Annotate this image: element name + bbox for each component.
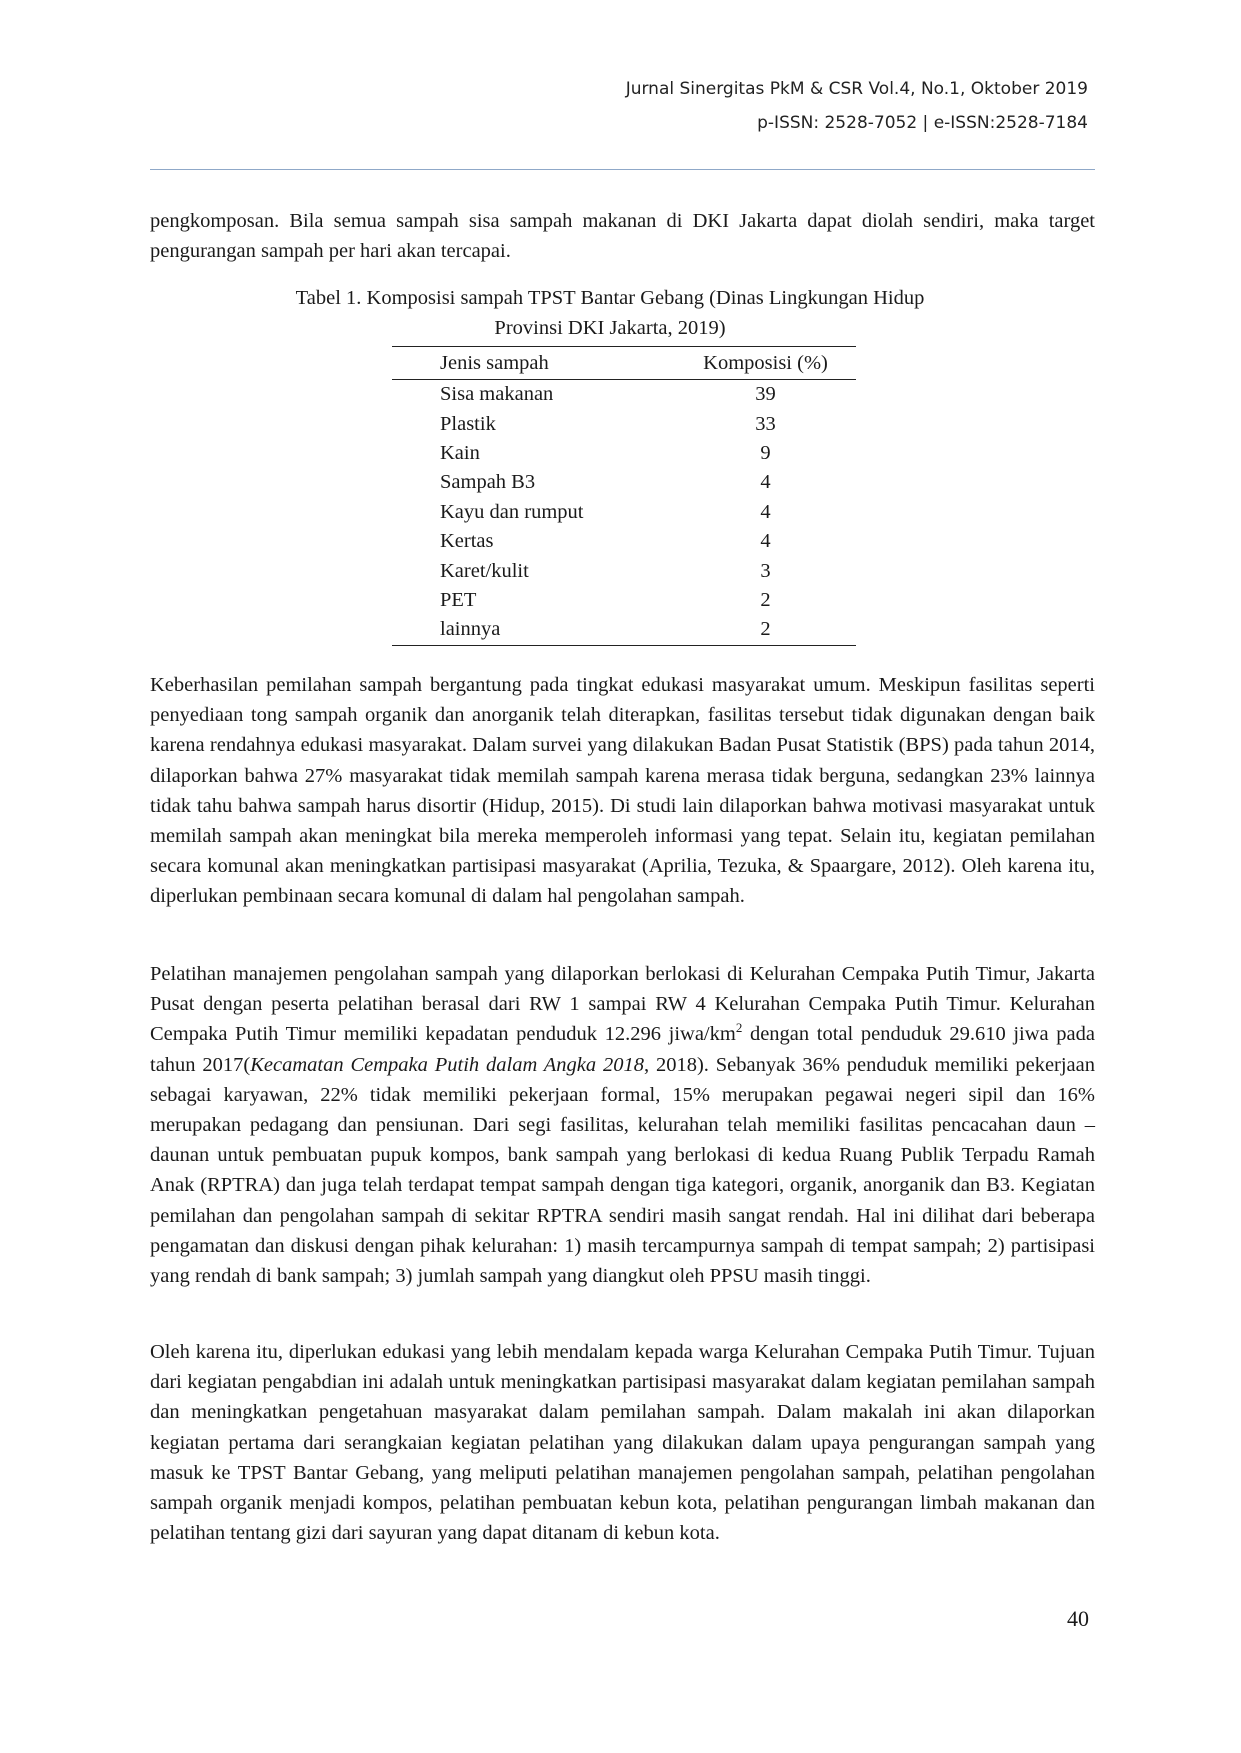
composition-cell: 4 xyxy=(760,471,771,494)
body-paragraph-4-block xyxy=(150,1337,1095,1548)
waste-type-cell: Karet/kulit xyxy=(440,559,529,582)
table-row xyxy=(392,409,856,438)
superscript-two: 2 xyxy=(735,1020,743,1036)
composition-cell: 4 xyxy=(760,530,771,553)
table-caption-line-2: Provinsi DKI Jakarta, 2019) xyxy=(494,317,726,339)
composition-cell: 2 xyxy=(760,588,771,611)
journal-title: Jurnal Sinergitas PkM & CSR Vol.4, No.1, Oktober 2019 xyxy=(625,79,1088,99)
composition-cell: 39 xyxy=(755,383,776,406)
table-row xyxy=(392,498,856,527)
composition-cell: 2 xyxy=(675,615,856,645)
table-row xyxy=(392,586,856,615)
column-header-waste-type: Jenis sampah xyxy=(392,347,675,380)
table-caption-line-1: Tabel 1. Komposisi sampah TPST Bantar Gebang (Dinas Lingkungan Hidup xyxy=(295,287,925,309)
table-header-row xyxy=(392,347,856,380)
table-row xyxy=(392,556,856,585)
paragraph-3-text-part-3: , 2018). Sebanyak 36% penduduk memiliki pekerjaan sebagai karyawan, 22% tidak memiliki pekerjaan formal, 15% merupakan pegawai negeri sipil dan 16% merupakan pedagang dan pensiunan. Dari segi fasilitas, kelurahan telah memiliki fasilitas pencacahan daun – daunan untuk pembuatan pupuk kompos, bank sampah yang berlokasi di kedua Ruang Publik Terpadu Ramah Anak (RPTRA) dan juga telah terdapat tempat sampah dengan tiga kategori, organik, anorganik dan B3. Kegiatan pemilahan dan pengolahan sampah di sekitar RPTRA sendiri masih sangat rendah. Hal ini dilihat dari beberapa pengamatan dan diskusi dengan pihak kelurahan: 1) masih tercampurnya sampah di tempat sampah; 2) partisipasi yang rendah di bank sampah; 3) jumlah sampah yang diangkut oleh PPSU masih tinggi. xyxy=(150,1053,1096,1288)
waste-type-cell: Kain xyxy=(440,441,480,464)
waste-type-cell: Plastik xyxy=(440,412,496,435)
paragraph-3-text-part-2: dengan total penduduk 29.610 jiwa pada tahun 2017( xyxy=(150,1023,1095,1076)
table-row xyxy=(392,380,856,410)
body-paragraph-2-block xyxy=(150,670,1095,912)
table-row xyxy=(392,615,856,645)
body-paragraph-4: Oleh karena itu, diperlukan edukasi yang lebih mendalam kepada warga Kelurahan Cempaka Putih Timur. Tujuan dari kegiatan pengabdian ini adalah untuk meningkatkan partisipasi masyarakat dalam kegiatan pemilahan sampah dan meningkatkan pengetahuan masyarakat dalam pemilahan sampah. Dalam makalah ini akan dilaporkan kegiatan pertama dari serangkaian kegiatan pelatihan yang dilakukan dalam upaya pengurangan sampah yang masuk ke TPST Bantar Gebang, yang meliputi pelatihan manajemen pengolahan sampah, pelatihan pengolahan sampah organik menjadi kompos, pelatihan pembuatan kebun kota, pelatihan pengurangan limbah makanan dan pelatihan tentang gizi dari sayuran yang dapat ditanam di kebun kota. xyxy=(150,1341,1095,1545)
waste-type-cell: PET xyxy=(440,588,477,611)
composition-cell: 3 xyxy=(760,559,771,582)
composition-cell: 33 xyxy=(755,412,776,435)
composition-cell: 9 xyxy=(760,441,771,464)
table-caption xyxy=(200,283,1020,343)
waste-type-cell: Sisa makanan xyxy=(440,383,554,406)
column-header-composition: Komposisi (%) xyxy=(675,347,856,380)
body-paragraph-2: Keberhasilan pemilahan sampah bergantung pada tingkat edukasi masyarakat umum. Meskipun fasilitas seperti penyediaan tong sampah organik dan anorganik telah diterapkan, fasilitas tersebut tidak digunakan dengan baik karena rendahnya edukasi masyarakat. Dalam survei yang dilakukan Badan Pusat Statistik (BPS) pada tahun 2014, dilaporkan bahwa 27% masyarakat tidak memilah sampah karena merasa tidak berguna, sedangkan 23% lainnya tidak tahu bahwa sampah harus disortir (Hidup, 2015). Di studi lain dilaporkan bahwa motivasi masyarakat untuk memilah sampah akan meningkat bila mereka memperoleh informasi yang tepat. Selain itu, kegiatan pemilahan secara komunal akan meningkatkan partisipasi masyarakat (Aprilia, Tezuka, & Spaargare, 2012). Oleh karena itu, diperlukan pembinaan secara komunal di dalam hal pengolahan sampah. xyxy=(150,674,1095,908)
citation-italic: Kecamatan Cempaka Putih dalam Angka 2018 xyxy=(250,1053,644,1076)
composition-cell: 4 xyxy=(760,500,771,523)
page-number: 40 xyxy=(1067,1606,1089,1631)
journal-header xyxy=(626,72,1088,140)
intro-paragraph-block xyxy=(150,206,1095,266)
table-row xyxy=(392,527,856,556)
waste-type-cell: Kertas xyxy=(440,530,494,553)
body-paragraph-3-block xyxy=(150,959,1095,1291)
journal-issn: p-ISSN: 2528-7052 | e-ISSN:2528-7184 xyxy=(757,113,1088,133)
waste-type-cell: lainnya xyxy=(392,615,675,645)
composition-table xyxy=(392,346,856,646)
waste-type-cell: Kayu dan rumput xyxy=(440,500,584,523)
paragraph-3-text-part-1: Pelatihan manajemen pengolahan sampah yang dilaporkan berlokasi di Kelurahan Cempaka Putih Timur, Jakarta Pusat dengan peserta pelatihan berasal dari RW 1 sampai RW 4 Kelurahan Cempaka Putih Timur. Kelurahan Cempaka Putih Timur memiliki kepadatan penduduk 12.296 jiwa/km xyxy=(150,963,1095,1046)
header-divider xyxy=(150,169,1095,170)
table-row xyxy=(392,468,856,497)
waste-type-cell: Sampah B3 xyxy=(440,471,536,494)
table-row xyxy=(392,439,856,468)
body-paragraph-3 xyxy=(150,959,1095,1291)
intro-paragraph: pengkomposan. Bila semua sampah sisa sampah makanan di DKI Jakarta dapat diolah sendiri, maka target pengurangan sampah per hari akan tercapai. xyxy=(150,210,1095,263)
